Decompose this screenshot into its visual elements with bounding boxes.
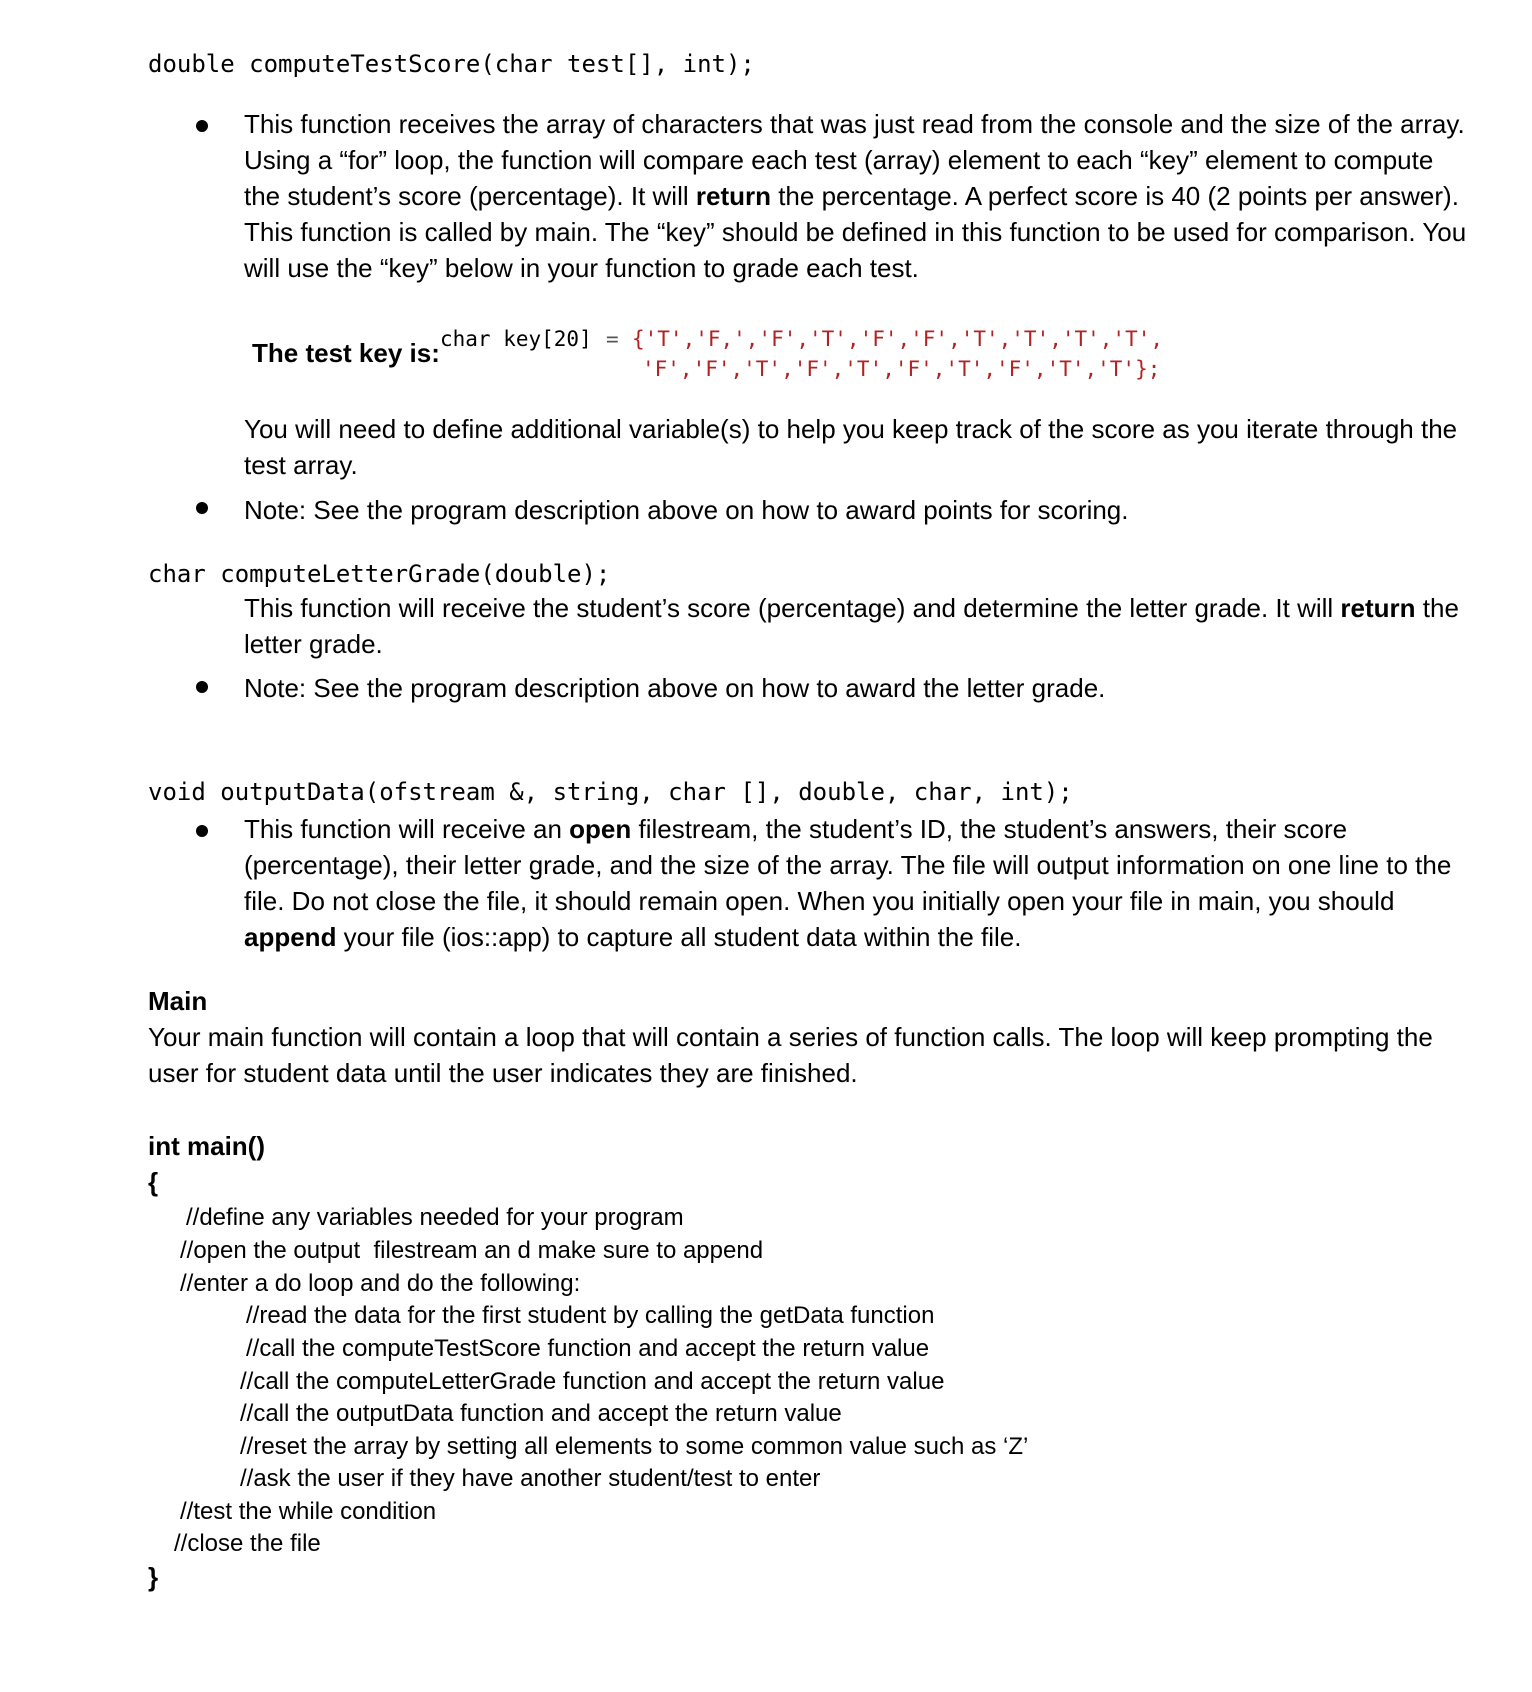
compute-test-score-signature: double computeTestScore(char test[], int); (148, 50, 755, 78)
test-key-label-row (244, 320, 440, 369)
letter-grade-note: Note: See the program description above on how to award the letter grade. (244, 673, 1106, 703)
compute-letter-grade-signature: char computeLetterGrade(double); (148, 560, 611, 588)
main-comment: //ask the user if they have another student/test to enter (240, 1465, 821, 1492)
main-comment: //close the file (174, 1530, 321, 1557)
extra-variables-note: You will need to define additional variable(s) to help you keep track of the score as you iterate through the test array. (244, 414, 1458, 480)
main-comment: //call the computeTestScore function and accept the return value (246, 1335, 930, 1362)
main-comment: //call the computeLetterGrade function and accept the return value (240, 1368, 945, 1395)
main-comment: //test the while condition (180, 1498, 437, 1525)
main-comment: //define any variables needed for your program (186, 1204, 684, 1231)
main-comment: //read the data for the first student by calling the getData function (246, 1302, 935, 1329)
bullet-icon (196, 681, 208, 693)
main-comment: //enter a do loop and do the following: (180, 1270, 581, 1297)
main-comment: //call the outputData function and accept the return value (240, 1400, 842, 1427)
test-key-values-line2: 'F','F','T','F','T','F','T','F','T','T'}; (642, 357, 1161, 381)
output-data-description: This function will receive an open filestream, the student’s ID, the student’s answers, their score (percentage), their letter grade, and the size of the array. The file will output information on one line to the file. Do not close the file, it should remain open. When you initially open your file in main, you should append your file (ios::app) to capture all student data within the file. (244, 814, 1452, 952)
close-brace: } (148, 1562, 159, 1592)
main-code-header: int main() (148, 1131, 265, 1161)
main-description: Your main function will contain a loop that will contain a series of function calls. The loop will keep prompting the user for student data until the user indicates they are finished. (148, 1022, 1433, 1088)
output-data-signature: void outputData(ofstream &, string, char [], double, char, int); (148, 778, 1073, 806)
open-brace: { (148, 1167, 159, 1197)
main-heading: Main (148, 986, 208, 1016)
main-comment: //reset the array by setting all elements to some common value such as ‘Z’ (240, 1433, 1029, 1460)
bullet-icon (196, 120, 208, 132)
test-key-equals: = (606, 327, 619, 351)
scoring-note: Note: See the program description above on how to award points for scoring. (244, 495, 1129, 525)
main-comment: //open the output filestream an d make sure to append (180, 1237, 764, 1264)
compute-test-score-description: This function receives the array of characters that was just read from the console and the size of the array. Using a “for” loop, the function will compare each test (array) element to each “key” element to compute the student’s score (percentage). It will return the percentage. A perfect score is 40 (2 points per answer). This function is called by main. The “key” should be defined in this function to be used for comparison. You will use the “key” below in your function to grade each test. (244, 109, 1467, 283)
bullet-icon (196, 825, 208, 837)
test-key-declaration: char key[20] (440, 327, 592, 351)
bullet-icon (196, 502, 208, 514)
compute-letter-grade-description: This function will receive the student’s score (percentage) and determine the letter grade. It will return the letter grade. (244, 593, 1459, 659)
test-key-values-line1: {'T','F,','F','T','F','F','T','T','T','T', (632, 327, 1164, 351)
test-key-label: The test key is: (252, 338, 440, 368)
